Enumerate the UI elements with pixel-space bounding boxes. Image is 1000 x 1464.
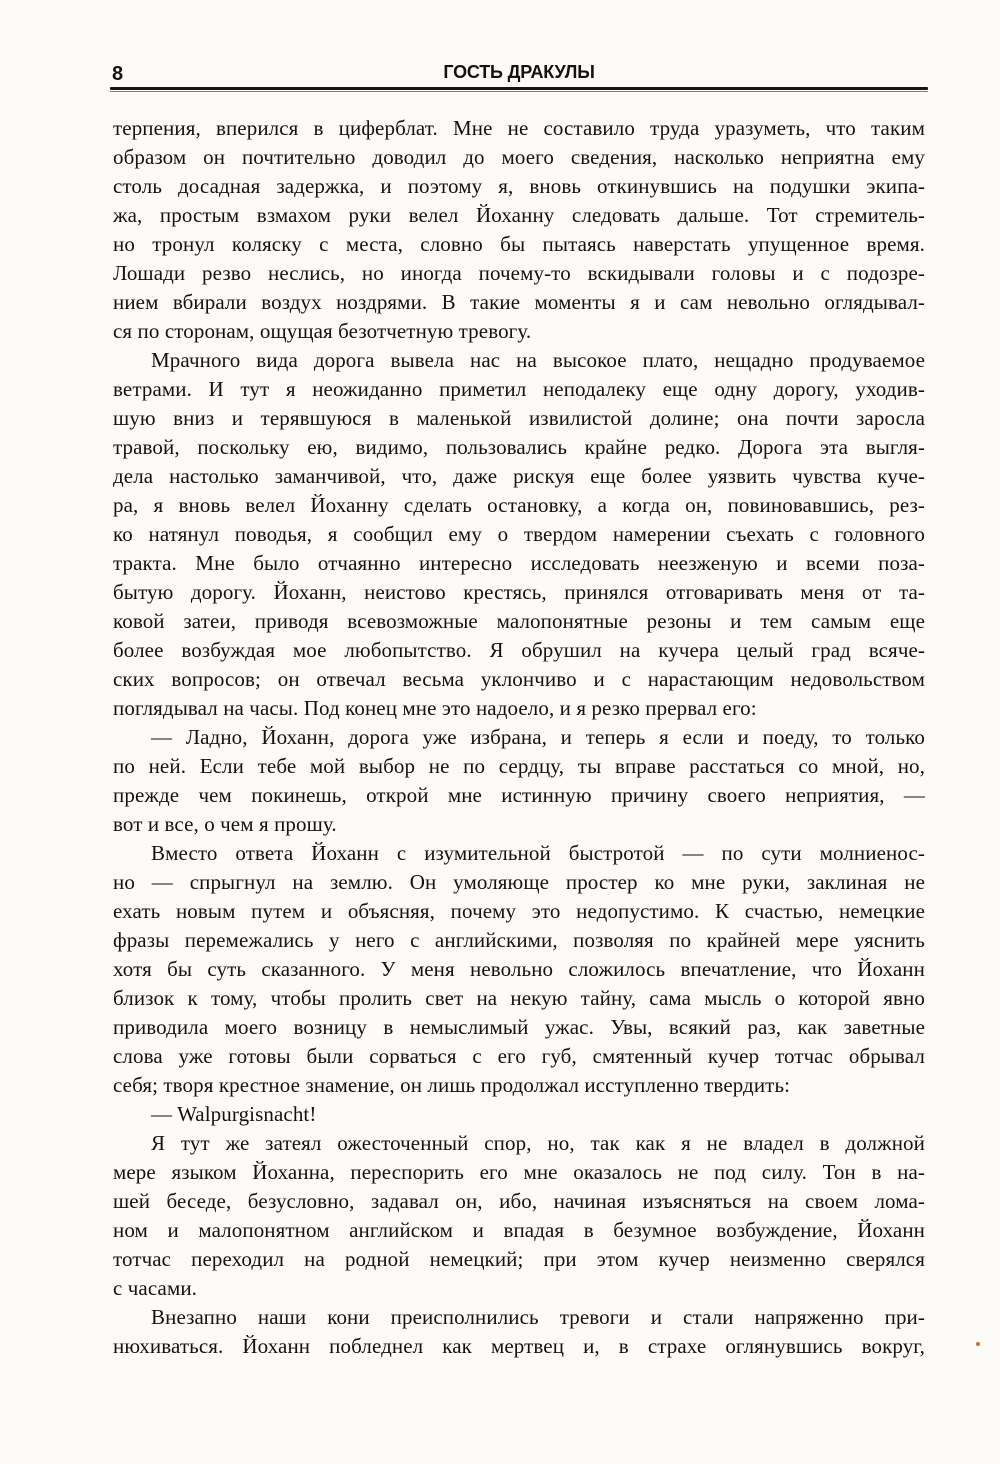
- text-line: с часами.: [113, 1276, 198, 1300]
- text-line: ра, я вновь велел Йоханну сделать остановку, а когда он, повиновавшись, рез-: [113, 493, 925, 517]
- text-line: прежде чем покинешь, открой мне истинную причину своего неприятия, —: [113, 783, 925, 807]
- paragraph: [113, 1303, 925, 1361]
- text-line: мере языком Йоханна, переспорить его мне оказалось не под силу. Тон в на-: [113, 1160, 925, 1184]
- text-line: приводила моего возницу в немыслимый ужас. Увы, всякий раз, как заветные: [113, 1015, 925, 1039]
- text-line: ских вопросов; он отвечал весьма уклончиво и с нарастающим недовольством: [113, 667, 925, 691]
- text-line: Я тут же затеял ожесточенный спор, но, так как я не владел в должной: [151, 1131, 925, 1155]
- text-line: образом он почтительно доводил до моего сведения, насколько неприятна ему: [113, 145, 925, 169]
- text-line: ветрами. И тут я неожиданно приметил неподалеку еще одну дорогу, уходив-: [113, 377, 925, 401]
- page-number: 8: [112, 63, 124, 85]
- paragraph: [113, 723, 925, 839]
- text-line: нюхиваться. Йоханн побледнел как мертвец и, в страхе оглянувшись вокруг,: [113, 1334, 925, 1358]
- text-line: но — спрыгнул на землю. Он умоляюще простер ко мне руки, заклиная не: [113, 870, 925, 894]
- text-line: более возбуждая мое любопытство. Я обрушил на кучера целый град всяче-: [113, 638, 925, 662]
- paragraph: [113, 114, 925, 346]
- text-line: ся по сторонам, ощущая безотчетную тревогу.: [113, 319, 532, 343]
- text-line: шей беседе, безусловно, задавал он, ибо, начиная изъясняться на своем лома-: [113, 1189, 925, 1213]
- text-line: фразы перемежались у него с английскими, позволяя по крайней мере уяснить: [113, 928, 925, 952]
- text-line: терпения, вперился в циферблат. Мне не составило труда уразуметь, что таким: [113, 116, 925, 140]
- text-line: шую вниз и терявшуюся в маленькой извилистой долине; она почти заросла: [113, 406, 925, 430]
- text-line: ко натянул поводья, я сообщил ему о твердом намерении съехать с головного: [113, 522, 925, 546]
- text-line: жа, простым взмахом руки велел Йоханну следовать дальше. Тот стремитель-: [113, 203, 925, 227]
- text-line: — Walpurgisnacht!: [151, 1102, 317, 1126]
- text-line: слова уже готовы были сорваться с его губ, смятенный кучер тотчас обрывал: [113, 1044, 925, 1068]
- text-line: ехать новым путем и объясняя, почему это недопустимо. К счастью, немецкие: [113, 899, 925, 923]
- text-line: Мрачного вида дорога вывела нас на высокое плато, нещадно продуваемое: [151, 348, 925, 372]
- header-rule: [110, 87, 928, 93]
- text-line: тотчас переходил на родной немецкий; при этом кучер неизменно сверялся: [113, 1247, 925, 1271]
- text-line: нием вбирали воздух ноздрями. В такие моменты я и сам невольно оглядывал-: [113, 290, 925, 314]
- text-line: Вместо ответа Йоханн с изумительной быстротой — по сути молниенос-: [151, 841, 925, 865]
- text-line: травой, поскольку ею, видимо, пользовались крайне редко. Дорога эта выгля-: [113, 435, 925, 459]
- text-line: Внезапно наши кони преисполнились тревоги и стали напряженно при-: [151, 1305, 925, 1329]
- text-line: вот и все, о чем я прошу.: [113, 812, 337, 836]
- text-line: Лошади резво неслись, но иногда почему-то вскидывали головы и с подозре-: [113, 261, 925, 285]
- header-rule-thin-line: [110, 91, 928, 92]
- header-rule-thick-line: [110, 87, 928, 90]
- text-line: ном и малопонятном английском и впадая в безумное возбуждение, Йоханн: [113, 1218, 925, 1242]
- text-line: близок к тому, чтобы пролить свет на некую тайну, сама мысль о которой явно: [113, 986, 925, 1010]
- text-line: дела настолько заманчивой, что, даже рискуя еще более уязвить чувства куче-: [113, 464, 925, 488]
- text-line: бытую дорогу. Йоханн, неистово крестясь, принялся отговаривать меня от та-: [113, 580, 925, 604]
- running-head: [110, 54, 928, 93]
- text-block: [113, 114, 925, 1361]
- paragraph: [113, 346, 925, 723]
- text-line: — Ладно, Йоханн, дорога уже избрана, и теперь я если и поеду, то только: [151, 725, 925, 749]
- text-line: столь досадная задержка, и поэтому я, вновь откинувшись на подушки экипа-: [113, 174, 925, 198]
- text-line: тракта. Мне было отчаянно интересно исследовать неезженую и всеми поза-: [113, 551, 925, 575]
- text-line: но тронул коляску с места, словно бы пытаясь наверстать упущенное время.: [113, 232, 925, 256]
- running-title: ГОСТЬ ДРАКУЛЫ: [443, 62, 595, 82]
- scan-artifact-dot: [976, 1342, 980, 1346]
- text-line: по ней. Если тебе мой выбор не по сердцу, ты вправе расстаться со мной, но,: [113, 754, 925, 778]
- text-line: себя; творя крестное знамение, он лишь продолжал исступленно твердить:: [113, 1073, 791, 1097]
- text-line: ковой затеи, приводя всевозможные малопонятные резоны и тем самым еще: [113, 609, 925, 633]
- text-line: хотя бы суть сказанного. У меня невольно сложилось впечатление, что Йоханн: [113, 957, 925, 981]
- paragraph: [113, 1100, 925, 1129]
- paragraph: [113, 839, 925, 1100]
- text-line: поглядывал на часы. Под конец мне это надоело, и я резко прервал его:: [113, 696, 757, 720]
- paragraph: [113, 1129, 925, 1303]
